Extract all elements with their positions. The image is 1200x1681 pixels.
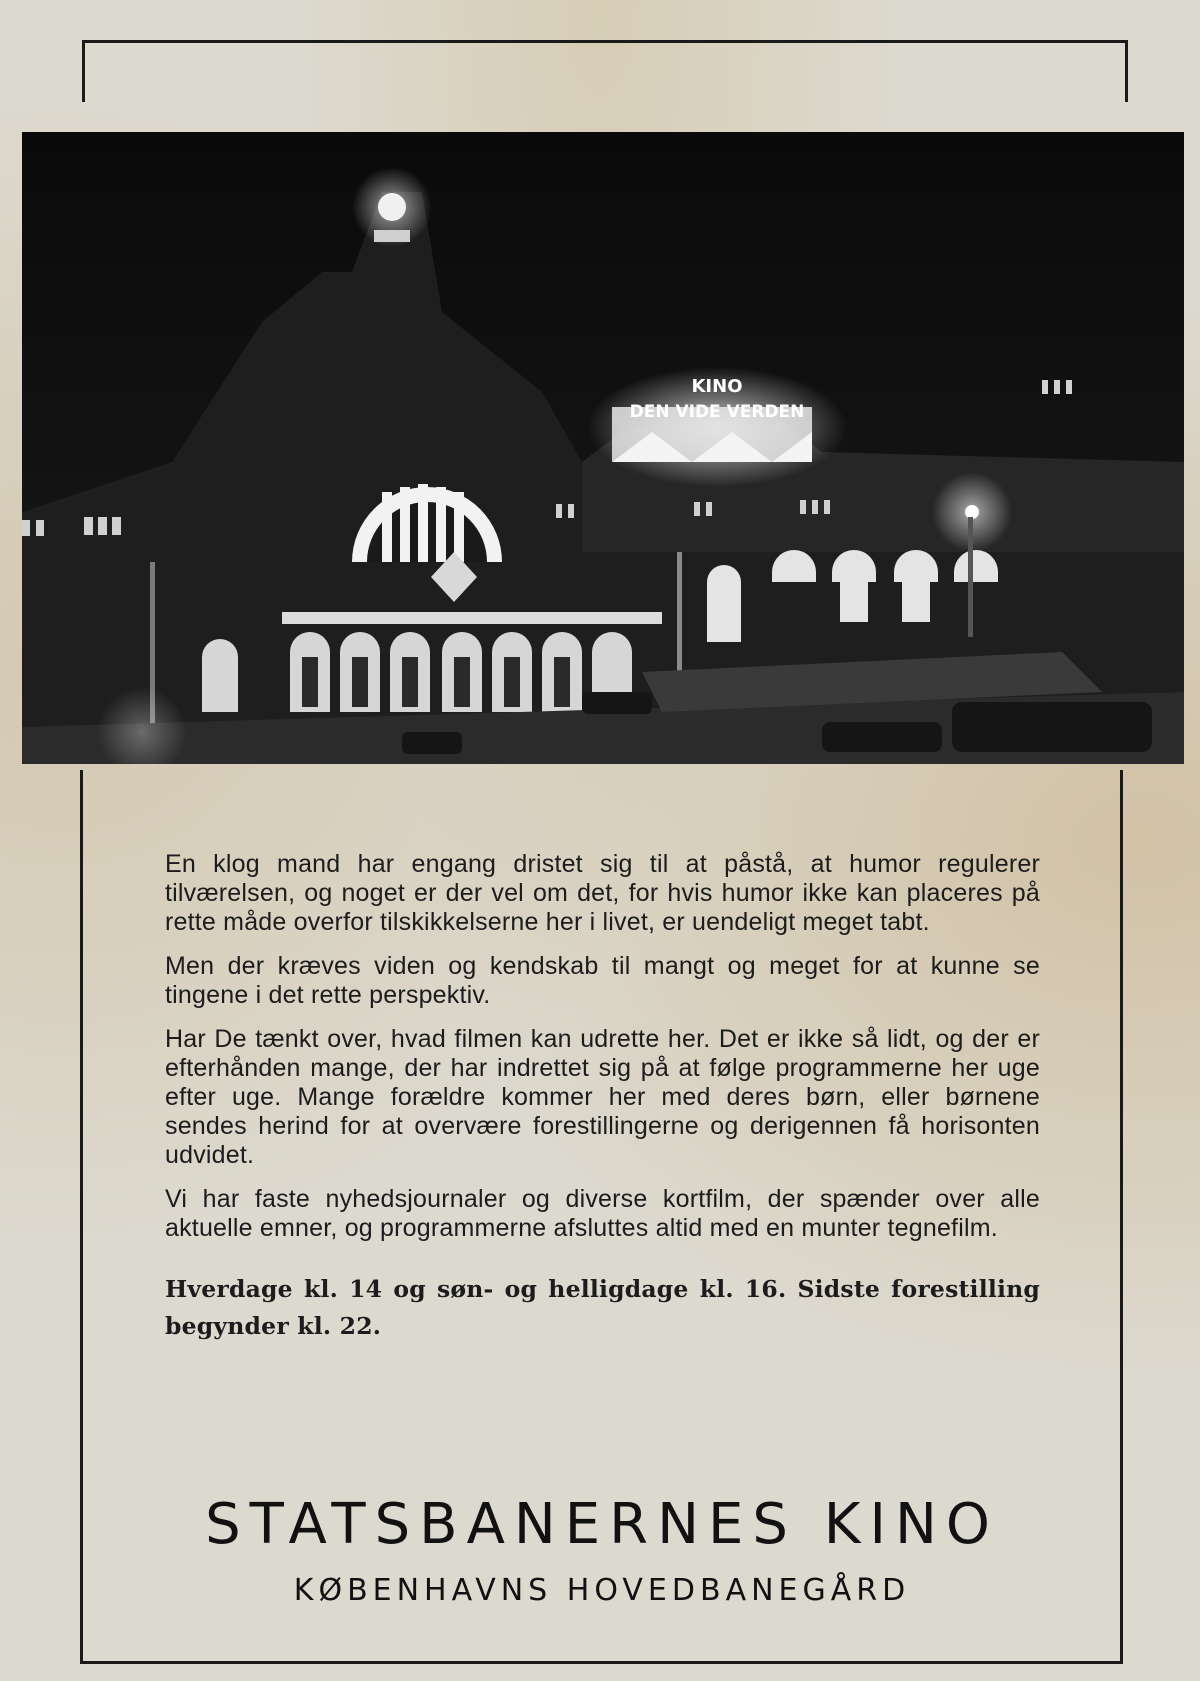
paragraph-3: Har De tænkt over, hvad filmen kan udrette her. Det er ikke så lidt, og der er efterhånden mange, der har indrettet sig på at følge programmerne her uge efter uge. Mange forældre kommer her med deres børn, eller børnene sendes herind for at overvære forestillingerne og derigennen få horisonten udvidet. (165, 1025, 1040, 1169)
station-night-photo (22, 132, 1184, 764)
paragraph-4: Vi har faste nyhedsjournaler og diverse kortfilm, der spænder over alle aktuelle emner, og programmerne afsluttes altid med en munter tegnefilm. (165, 1185, 1040, 1242)
frame-left-top-rule (82, 40, 85, 102)
paragraph-1: En klog mand har engang dristet sig til at påstå, at humor regulerer tilværelsen, og noget er der vel om det, for hvis humor ikke kan placeres på rette måde overfor tilskikkelserne her i livet, er uendeligt meget tabt. (165, 850, 1040, 936)
opening-hours: Hverdage kl. 14 og søn- og helligdage kl. 16. Sidste forestilling begynder kl. 22. (165, 1275, 1040, 1340)
sign-line2: DEN VIDE VERDEN (629, 402, 805, 422)
paragraph-2: Men der kræves viden og kendskab til mangt og meget for at kunne se tingene i det rette perspektiv. (165, 952, 1040, 1009)
frame-top-rule (82, 40, 1128, 43)
frame-bottom-rule (80, 1661, 1123, 1664)
article-body (165, 850, 1040, 1360)
cinema-name: STATSBANERNES KINO (205, 1492, 999, 1557)
sign-line1: KINO (691, 376, 743, 397)
frame-right-top-rule (1125, 40, 1128, 102)
cinema-location: KØBENHAVNS HOVEDBANEGÅRD (293, 1573, 911, 1608)
